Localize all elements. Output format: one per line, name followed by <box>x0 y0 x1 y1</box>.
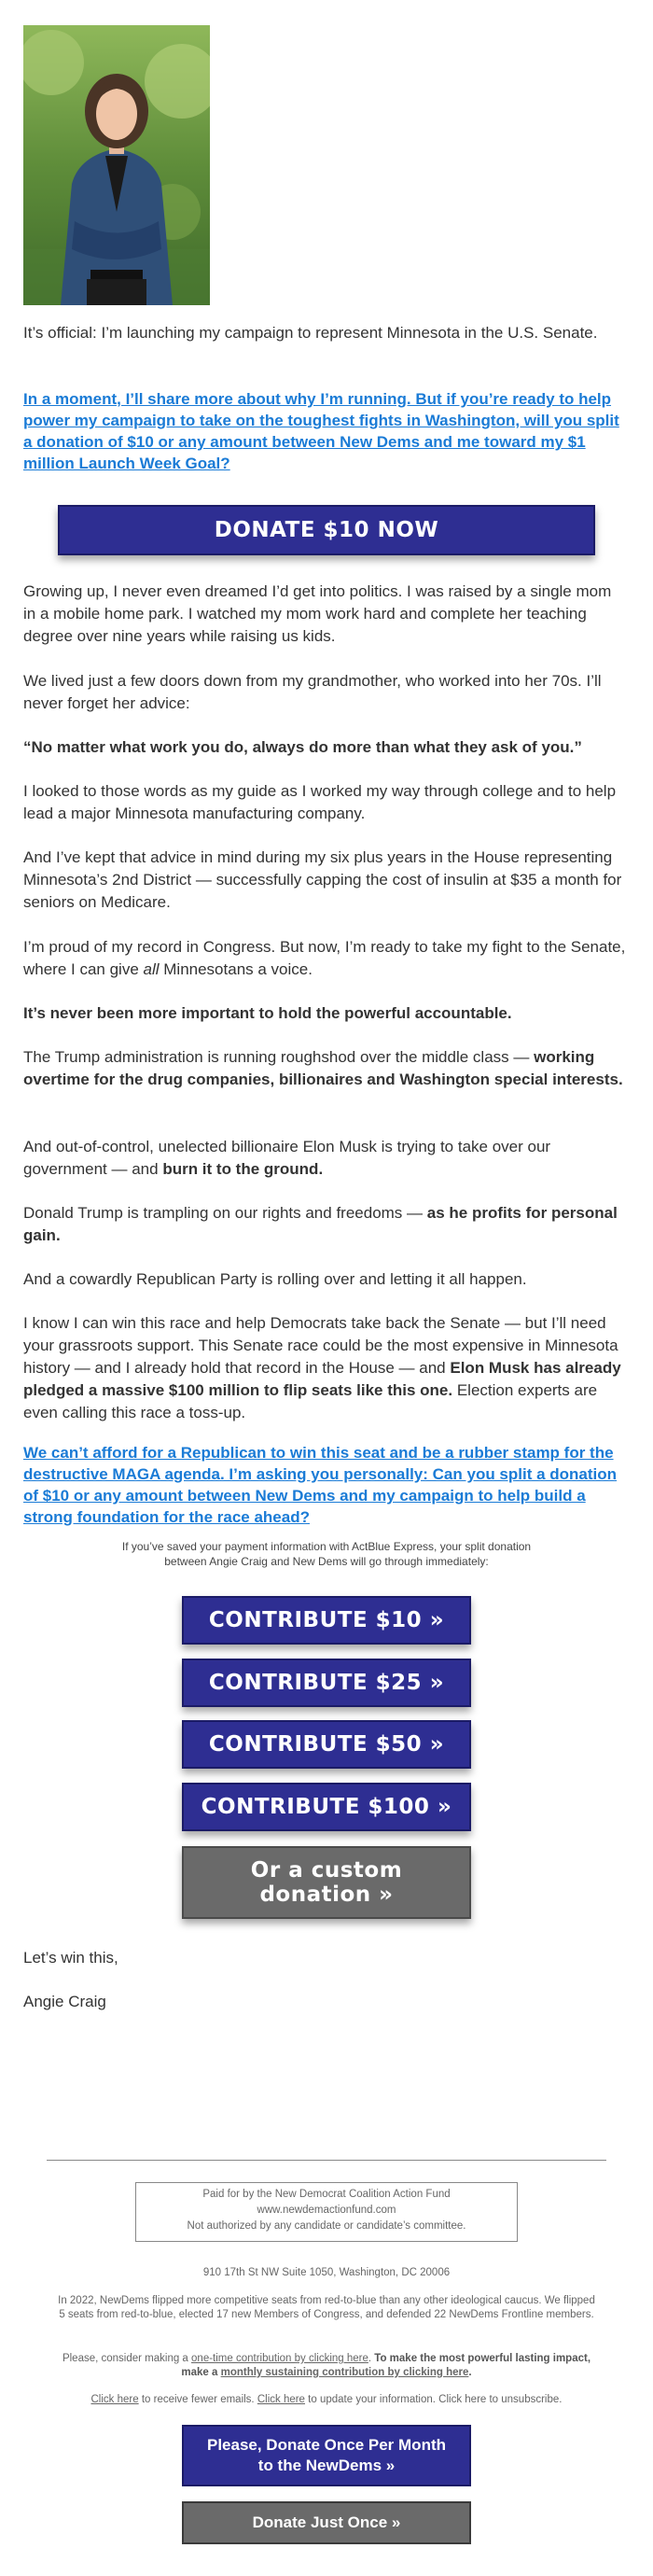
update-info-link[interactable]: Click here <box>257 2394 305 2405</box>
proud-text-1: I’m proud of my record in Congress. But now, I’m ready to take my fight to the Senate, where I can give <box>23 938 626 978</box>
rights-bold-text: as he profits for personal gain. <box>23 1204 618 1244</box>
monthly-contribution-link[interactable]: monthly sustaining contribution by clicking here <box>220 2367 469 2378</box>
paragraph-grandmother: We lived just a few doors down from my grandmother, who worked into her 70s. I’ll never forget her advice: <box>23 672 602 712</box>
custom-donation-line2: donation » <box>259 1883 394 1907</box>
footer-about: In 2022, NewDems flipped more competitive seats from red-to-blue than any other ideological caucus. We flipped 5 seats from red-to-blue, elected 17 new Members of Congress, and defended 22 NewDems Frontline members. <box>58 2295 595 2320</box>
paragraph-proud <box>23 936 628 981</box>
paragraph-rights <box>23 1202 628 1247</box>
paragraph-musk <box>23 1136 628 1181</box>
accountable-statement: It’s never been more important to hold the powerful accountable. <box>23 1004 512 1022</box>
paragraph-house-record: And I’ve kept that advice in mind during my six plus years in the House representing Minnesota’s 2nd District — successfully capping the cost of insulin at $35 a month for seniors on Medicare. <box>23 848 622 911</box>
contribute-50-button[interactable]: CONTRIBUTE $50 » <box>182 1720 471 1769</box>
not-authorized-line: Not authorized by any candidate or candidate’s committee. <box>187 2220 466 2232</box>
contribute-25-button[interactable]: CONTRIBUTE $25 » <box>182 1659 471 1707</box>
paragraph-win-race <box>23 1312 628 1424</box>
proud-emphasis: all <box>143 960 160 978</box>
win-bold-text: Elon Musk has already pledged a massive $100 million to flip seats like this one. <box>23 1359 621 1399</box>
footer-email-prefs <box>56 2393 597 2407</box>
ask-donate-link-2[interactable]: We can’t afford for a Republican to win this seat and be a rubber stamp for the destructive MAGA agenda. I’m asking you personally: Can you split a donation of $10 or any amount between New Dems and my campaign to help build a strong foundation for the race ahead? <box>23 1444 618 1526</box>
intro-paragraph: It’s official: I’m launching my campaign to represent Minnesota in the U.S. Senate. <box>23 324 598 342</box>
musk-text: And out-of-control, unelected billionaire Elon Musk is trying to take over our government — and <box>23 1138 551 1178</box>
consider-text-2: . <box>368 2353 375 2364</box>
consider-bold-text: To make the most powerful lasting impact, make a <box>181 2353 591 2378</box>
custom-donation-button[interactable] <box>182 1846 471 1919</box>
fewer-emails-text: to receive fewer emails. <box>138 2394 257 2405</box>
paid-for-line: Paid for by the New Democrat Coalition Action Fund <box>202 2189 451 2200</box>
trump-bold-text: working overtime for the drug companies, billionaires and Washington special interests. <box>23 1048 623 1088</box>
candidate-photo <box>23 25 210 305</box>
win-text-2: Election experts are even calling this race a toss-up. <box>23 1381 598 1421</box>
donate-monthly-button[interactable]: Please, Donate Once Per Month to the NewDems » <box>182 2425 471 2486</box>
actblue-express-note: If you’ve saved your payment information with ActBlue Express, your split donation between Angie Craig and New Dems will go through immediately: <box>121 1540 532 1568</box>
grandmother-quote: “No matter what work you do, always do more than what they ask of you.” <box>23 738 582 756</box>
proud-text-2: Minnesotans a voice. <box>159 960 313 978</box>
trump-text: The Trump administration is running roughshod over the middle class — <box>23 1048 535 1066</box>
paragraph-trump-admin <box>23 1046 628 1091</box>
donate-10-now-button[interactable]: DONATE $10 NOW <box>58 505 595 555</box>
donate-once-button[interactable]: Donate Just Once » <box>182 2501 471 2544</box>
signature: Angie Craig <box>23 1993 106 2010</box>
footer-consider <box>56 2352 597 2380</box>
win-text-1: I know I can win this race and help Democrats take back the Senate — but I’ll need your grassroots support. This Senate race could be the most expensive in Minnesota history — and I already hold that record in the House — and <box>23 1314 618 1377</box>
candidate-photo-image <box>23 25 210 305</box>
ask-donate-link-1[interactable]: In a moment, I’ll share more about why I’m running. But if you’re ready to help power my campaign to take on the toughest fights in Washington, will you split a donation of $10 or any amount between New Dems and me toward my $1 million Launch Week Goal? <box>23 390 619 472</box>
musk-bold-text: burn it to the ground. <box>162 1160 324 1178</box>
footer-divider <box>47 2160 606 2161</box>
paragraph-growing-up: Growing up, I never even dreamed I’d get into politics. I was raised by a single mom in a mobile home park. I watched my mom work hard and complete her teaching degree over nine years while raising us kids. <box>23 582 612 645</box>
contribute-10-button[interactable]: CONTRIBUTE $10 » <box>182 1596 471 1645</box>
fewer-emails-link[interactable]: Click here <box>90 2394 139 2405</box>
rights-text: Donald Trump is trampling on our rights and freedoms — <box>23 1204 427 1222</box>
paragraph-gop: And a cowardly Republican Party is rolling over and letting it all happen. <box>23 1270 527 1288</box>
footer-address: 910 17th St NW Suite 1050, Washington, DC 20006 <box>202 2267 451 2278</box>
consider-text-1: Please, consider making a <box>62 2353 192 2364</box>
update-info-text: to update your information. Click here to unsubscribe. <box>304 2394 563 2405</box>
paid-for-box <box>135 2182 518 2242</box>
custom-donation-line1: Or a custom <box>250 1858 403 1883</box>
signoff: Let’s win this, <box>23 1949 118 1967</box>
paragraph-guide: I looked to those words as my guide as I worked my way through college and to help lead a major Minnesota manufacturing company. <box>23 782 617 822</box>
one-time-contribution-link[interactable]: one-time contribution by clicking here <box>191 2353 368 2364</box>
contribute-100-button[interactable]: CONTRIBUTE $100 » <box>182 1783 471 1831</box>
consider-bold-end: . <box>468 2367 472 2378</box>
fund-website: www.newdemactionfund.com <box>257 2205 396 2216</box>
